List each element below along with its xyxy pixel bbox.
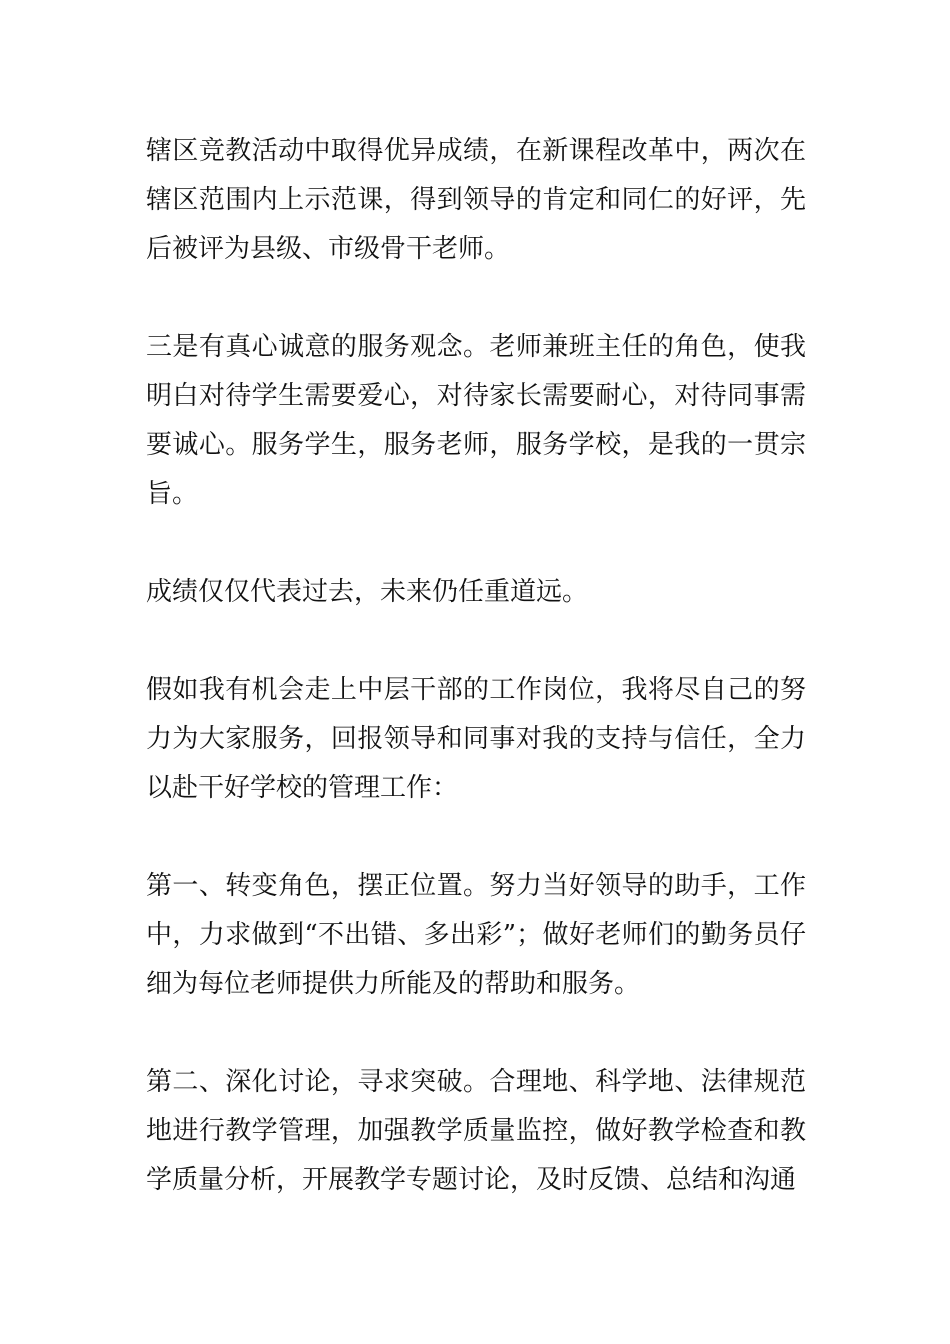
paragraph-4: 假如我有机会走上中层干部的工作岗位，我将尽自己的努力为大家服务，回报领导和同事对我的支持与信任，全力以赴干好学校的管理工作： [146, 675, 806, 803]
paragraph-1: 辖区竞教活动中取得优异成绩，在新课程改革中，两次在辖区范围内上示范课，得到领导的肯定和同仁的好评，先后被评为县级、市级骨干老师。 [146, 136, 806, 264]
paragraph-5: 第一、转变角色，摆正位置。努力当好领导的助手，工作中，力求做到“不出错、多出彩”；做好老师们的勤务员仔细为每位老师提供力所能及的帮助和服务。 [146, 871, 806, 999]
document-body [146, 127, 806, 1254]
paragraph-2: 三是有真心诚意的服务观念。老师兼班主任的角色，使我明白对待学生需要爱心，对待家长需要耐心，对待同事需要诚心。服务学生，服务老师，服务学校，是我的一贯宗旨。 [146, 332, 806, 509]
paragraph-6: 第二、深化讨论，寻求突破。合理地、科学地、法律规范地进行教学管理，加强教学质量监控，做好教学检查和教学质量分析，开展教学专题讨论，及时反馈、总结和沟通 [146, 1067, 806, 1195]
paragraph-3: 成绩仅仅代表过去，未来仍任重道远。 [146, 577, 589, 607]
